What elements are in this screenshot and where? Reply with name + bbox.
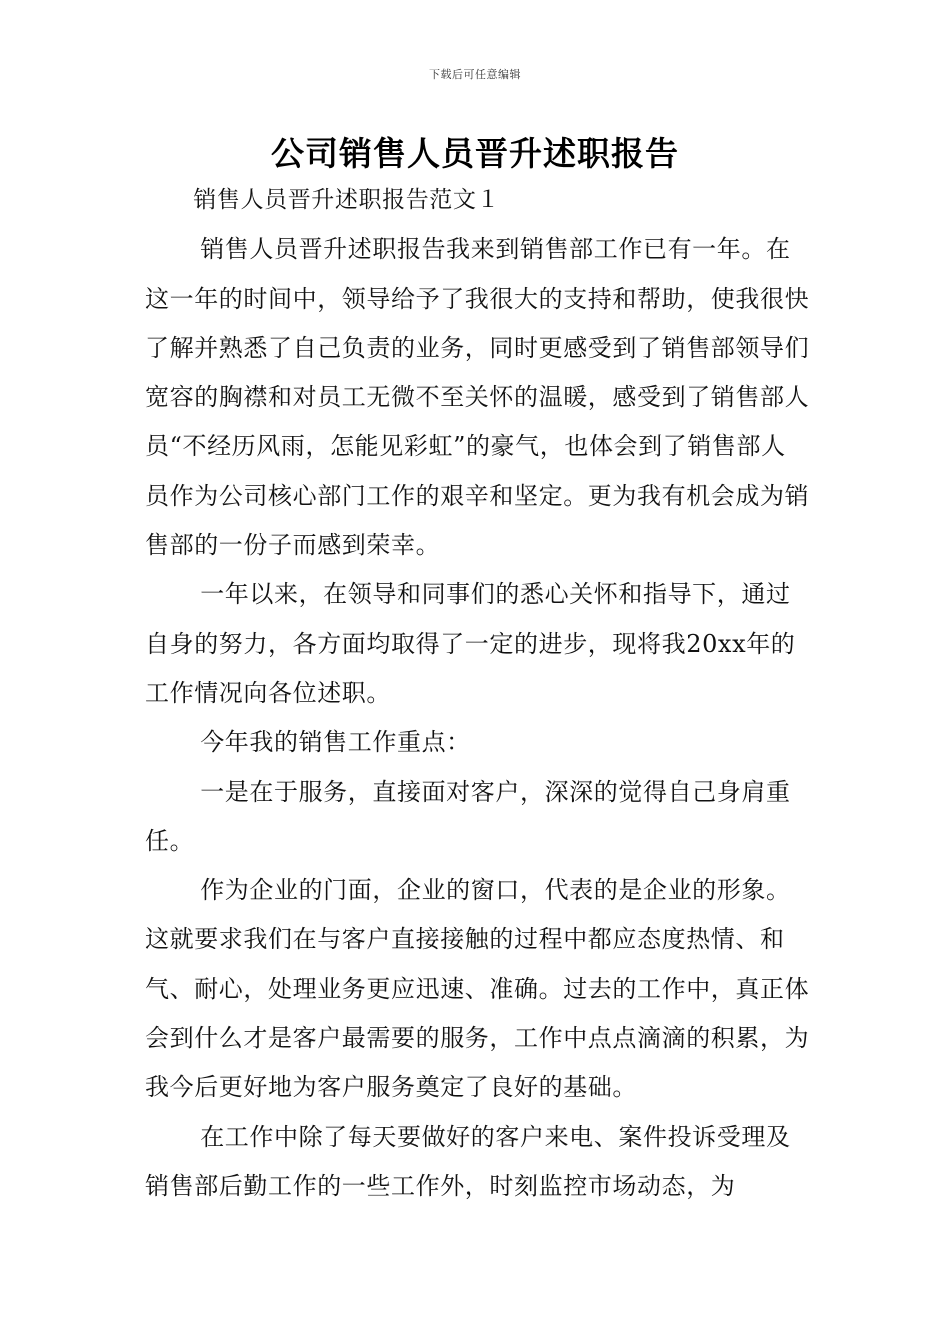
paragraph: 在工作中除了每天要做好的客户来电、案件投诉受理及销售部后勤工作的一些工作外，时刻监控市场动态，为: [145, 1122, 791, 1200]
paragraph: 作为企业的门面，企业的窗口，代表的是企业的形象。这就要求我们在与客户直接接触的过程中都应态度热情、和气、耐心，处理业务更应迅速、准确。过去的工作中，真正体会到什么才是客户最需要的服务，工作中点点滴滴的积累，为我今后更好地为客户服务奠定了良好的基础。: [145, 876, 810, 1102]
paragraph: 销售人员晋升述职报告我来到销售部工作已有一年。在这一年的时间中，领导给予了我很大的支持和帮助，使我很快了解并熟悉了自己负责的业务，同时更感受到了销售部领导们宽容的胸襟和对员工无微不至关怀的温暖，感受到了销售部人员“不经历风雨，怎能见彩虹”的豪气，也体会到了销售部人员作为公司核心部门工作的艰辛和坚定。更为我有机会成为销售部的一份子而感到荣幸。: [145, 235, 810, 560]
header-note: 下载后可任意编辑: [429, 68, 521, 81]
document-subtitle: 销售人员晋升述职报告范文１: [193, 187, 501, 213]
document-body: [145, 176, 810, 1211]
paragraph: 一是在于服务，直接面对客户，深深的觉得自己身肩重任。: [145, 777, 791, 855]
paragraph: 今年我的销售工作重点：: [200, 728, 471, 757]
document-title: 公司销售人员晋升述职报告: [271, 134, 679, 173]
paragraph: 一年以来，在领导和同事们的悉心关怀和指导下，通过自身的努力，各方面均取得了一定的进步，现将我20xx年的工作情况向各位述职。: [145, 580, 796, 707]
